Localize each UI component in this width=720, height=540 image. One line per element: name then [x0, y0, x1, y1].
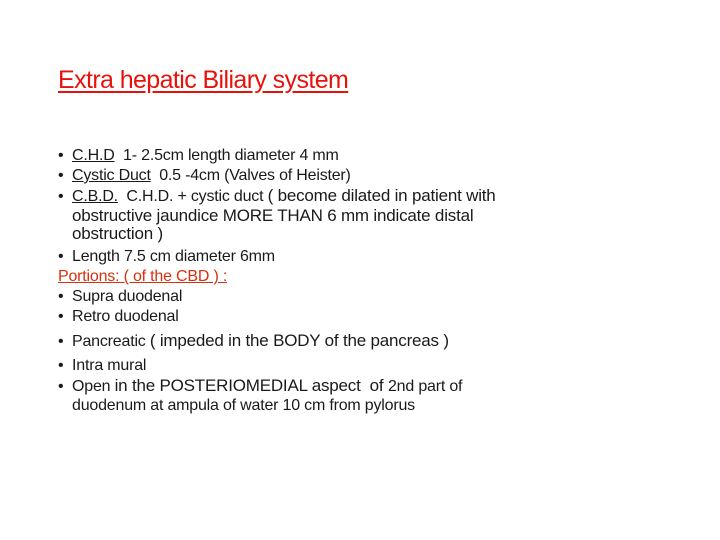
- open-line-2: duodenum at ampula of water 10 cm from pylorus: [72, 397, 415, 414]
- bullet-cbd: [58, 186, 678, 207]
- bullet-cystic: [58, 166, 678, 186]
- bullet-supra: [58, 287, 678, 307]
- bullet-pancreatic: [58, 331, 678, 352]
- bullet-marker: •: [58, 188, 64, 205]
- open-text-b: in the POSTERIOMEDIAL aspect of: [114, 376, 388, 395]
- bullet-intra: [58, 356, 678, 376]
- bullet-marker: •: [58, 167, 64, 184]
- length-text: Length 7.5 cm diameter 6mm: [72, 248, 275, 265]
- cbd-abbr: C.B.D.: [72, 188, 118, 205]
- cbd-text: C.H.D. + cystic duct: [117, 188, 268, 205]
- bullet-open: [58, 376, 678, 397]
- cystic-label: Cystic Duct: [72, 167, 151, 184]
- bullet-retro: [58, 307, 678, 327]
- intra-text: Intra mural: [72, 357, 147, 374]
- bullet-marker: •: [58, 378, 64, 395]
- bullet-chd: [58, 146, 678, 166]
- cbd-note-3: obstruction ): [72, 224, 163, 243]
- open-text-a: Open: [72, 378, 115, 395]
- bullet-marker: •: [58, 147, 64, 164]
- pancreatic-note: ( impeded in the BODY of the pancreas ): [149, 331, 449, 350]
- portions-heading: Portions: ( of the CBD ) :: [58, 268, 228, 285]
- slide-body: [58, 146, 678, 415]
- bullet-length: [58, 247, 678, 267]
- bullet-marker: •: [58, 288, 64, 305]
- slide-title: Extra hepatic Biliary system: [58, 66, 349, 94]
- cbd-note-1: ( become dilated in patient with: [267, 186, 496, 205]
- cbd-note-2: obstructive jaundice MORE THAN 6 mm indicate distal: [72, 206, 474, 225]
- supra-text: Supra duodenal: [72, 288, 183, 305]
- chd-text: 1- 2.5cm length diameter 4 mm: [114, 147, 339, 164]
- bullet-marker: •: [58, 308, 64, 325]
- open-text-c: 2nd part of: [387, 378, 463, 395]
- retro-text: Retro duodenal: [72, 308, 179, 325]
- bullet-marker: •: [58, 357, 64, 374]
- bullet-marker: •: [58, 333, 64, 350]
- pancreatic-text: Pancreatic: [72, 333, 150, 350]
- bullet-marker: •: [58, 248, 64, 265]
- cystic-text: 0.5 -4cm (Valves of Heister): [150, 167, 351, 184]
- chd-abbr: C.H.D: [72, 147, 115, 164]
